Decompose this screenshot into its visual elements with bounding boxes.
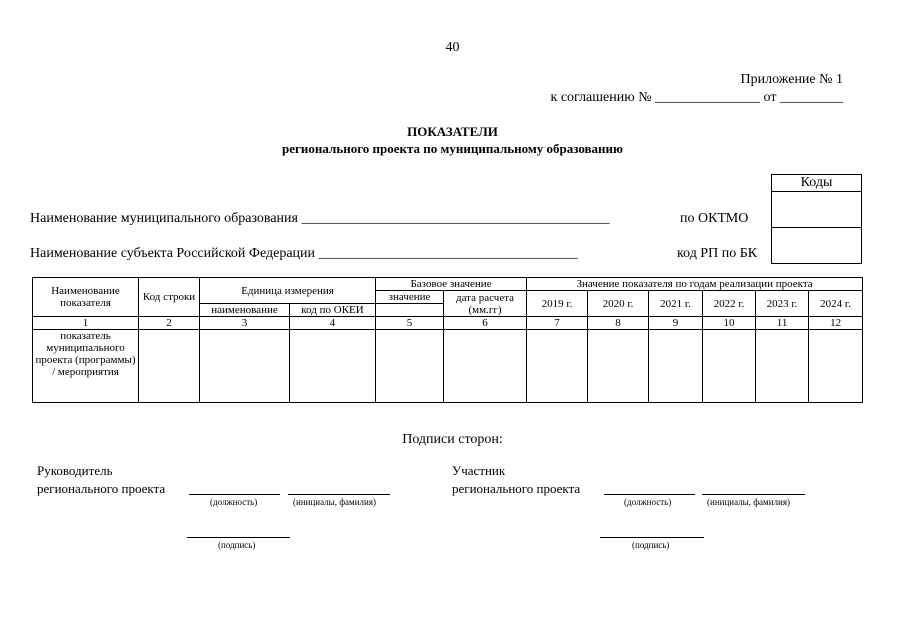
column-number: 7 bbox=[527, 317, 588, 330]
column-number: 4 bbox=[290, 317, 376, 330]
left-name-caption: (инициалы, фамилия) bbox=[293, 497, 376, 507]
header-base: Базовое значение bbox=[376, 278, 527, 291]
header-unit-name: наименование bbox=[200, 304, 290, 317]
right-name-line[interactable] bbox=[702, 494, 805, 495]
left-signer-title-2: регионального проекта bbox=[37, 481, 166, 496]
column-number: 3 bbox=[200, 317, 290, 330]
header-unit-okei: код по ОКЕИ bbox=[290, 304, 376, 317]
rp-code-label: код РП по БК bbox=[677, 246, 758, 261]
right-signer-title: Участник bbox=[452, 463, 506, 478]
table-cell[interactable] bbox=[527, 330, 588, 403]
column-number: 1 bbox=[33, 317, 139, 330]
indicators-table bbox=[32, 277, 863, 403]
signatures-heading: Подписи сторон: bbox=[402, 432, 503, 447]
right-position-line[interactable] bbox=[604, 494, 695, 495]
oktmo-label: по ОКТМО bbox=[680, 211, 749, 226]
left-position-line[interactable] bbox=[189, 494, 280, 495]
column-number: 9 bbox=[649, 317, 703, 330]
right-name-caption: (инициалы, фамилия) bbox=[707, 497, 790, 507]
rp-code-cell[interactable] bbox=[772, 228, 862, 264]
right-signature-line[interactable] bbox=[600, 537, 704, 538]
page-number: 40 bbox=[445, 40, 460, 55]
header-unit: Единица измерения bbox=[200, 278, 376, 304]
codes-table bbox=[771, 174, 862, 264]
right-signer-title-2: регионального проекта bbox=[452, 481, 581, 496]
table-cell[interactable] bbox=[649, 330, 703, 403]
appendix-line-2: к соглашению № _______________ от _________ bbox=[550, 90, 843, 105]
column-number: 10 bbox=[703, 317, 756, 330]
table-cell[interactable] bbox=[200, 330, 290, 403]
left-signer-title: Руководитель bbox=[37, 463, 113, 478]
header-base-date: дата расчета (мм.гг) bbox=[444, 291, 527, 317]
oktmo-code-cell[interactable] bbox=[772, 192, 862, 228]
appendix-line-1: Приложение № 1 bbox=[740, 72, 843, 87]
codes-header: Коды bbox=[772, 175, 862, 192]
subject-name-field[interactable]: Наименование субъекта Российской Федерации _____________________________________ bbox=[30, 246, 578, 261]
column-number: 11 bbox=[756, 317, 809, 330]
column-number: 2 bbox=[139, 317, 200, 330]
table-cell[interactable] bbox=[376, 330, 444, 403]
header-year-2020: 2020 г. bbox=[588, 291, 649, 317]
header-base-value-spacer bbox=[376, 304, 444, 317]
table-row bbox=[33, 330, 863, 403]
header-year-2021: 2021 г. bbox=[649, 291, 703, 317]
indicator-name-cell: показатель муниципального проекта (программы) / мероприятия bbox=[33, 330, 139, 403]
column-number: 12 bbox=[809, 317, 863, 330]
table-cell[interactable] bbox=[444, 330, 527, 403]
right-signature-caption: (подпись) bbox=[632, 540, 670, 550]
left-signature-caption: (подпись) bbox=[218, 540, 256, 550]
header-year-2019: 2019 г. bbox=[527, 291, 588, 317]
header-indicator: Наименование показателя bbox=[33, 278, 139, 317]
table-cell[interactable] bbox=[703, 330, 756, 403]
table-cell[interactable] bbox=[588, 330, 649, 403]
header-years: Значение показателя по годам реализации проекта bbox=[527, 278, 863, 291]
document-title: ПОКАЗАТЕЛИ bbox=[407, 124, 498, 139]
left-name-line[interactable] bbox=[288, 494, 390, 495]
header-year-2023: 2023 г. bbox=[756, 291, 809, 317]
document-subtitle: регионального проекта по муниципальному образованию bbox=[282, 141, 623, 156]
table-cell[interactable] bbox=[756, 330, 809, 403]
header-year-2024: 2024 г. bbox=[809, 291, 863, 317]
header-year-2022: 2022 г. bbox=[703, 291, 756, 317]
table-cell[interactable] bbox=[139, 330, 200, 403]
column-number: 5 bbox=[376, 317, 444, 330]
column-number: 6 bbox=[444, 317, 527, 330]
table-cell[interactable] bbox=[290, 330, 376, 403]
header-base-value: значение bbox=[376, 291, 444, 304]
left-signature-line[interactable] bbox=[187, 537, 290, 538]
table-cell[interactable] bbox=[809, 330, 863, 403]
header-row-code: Код строки bbox=[139, 278, 200, 317]
municipality-name-field[interactable]: Наименование муниципального образования ____________________________________________ bbox=[30, 211, 610, 226]
right-position-caption: (должность) bbox=[624, 497, 672, 507]
left-position-caption: (должность) bbox=[210, 497, 258, 507]
column-numbers-row bbox=[33, 317, 863, 330]
column-number: 8 bbox=[588, 317, 649, 330]
